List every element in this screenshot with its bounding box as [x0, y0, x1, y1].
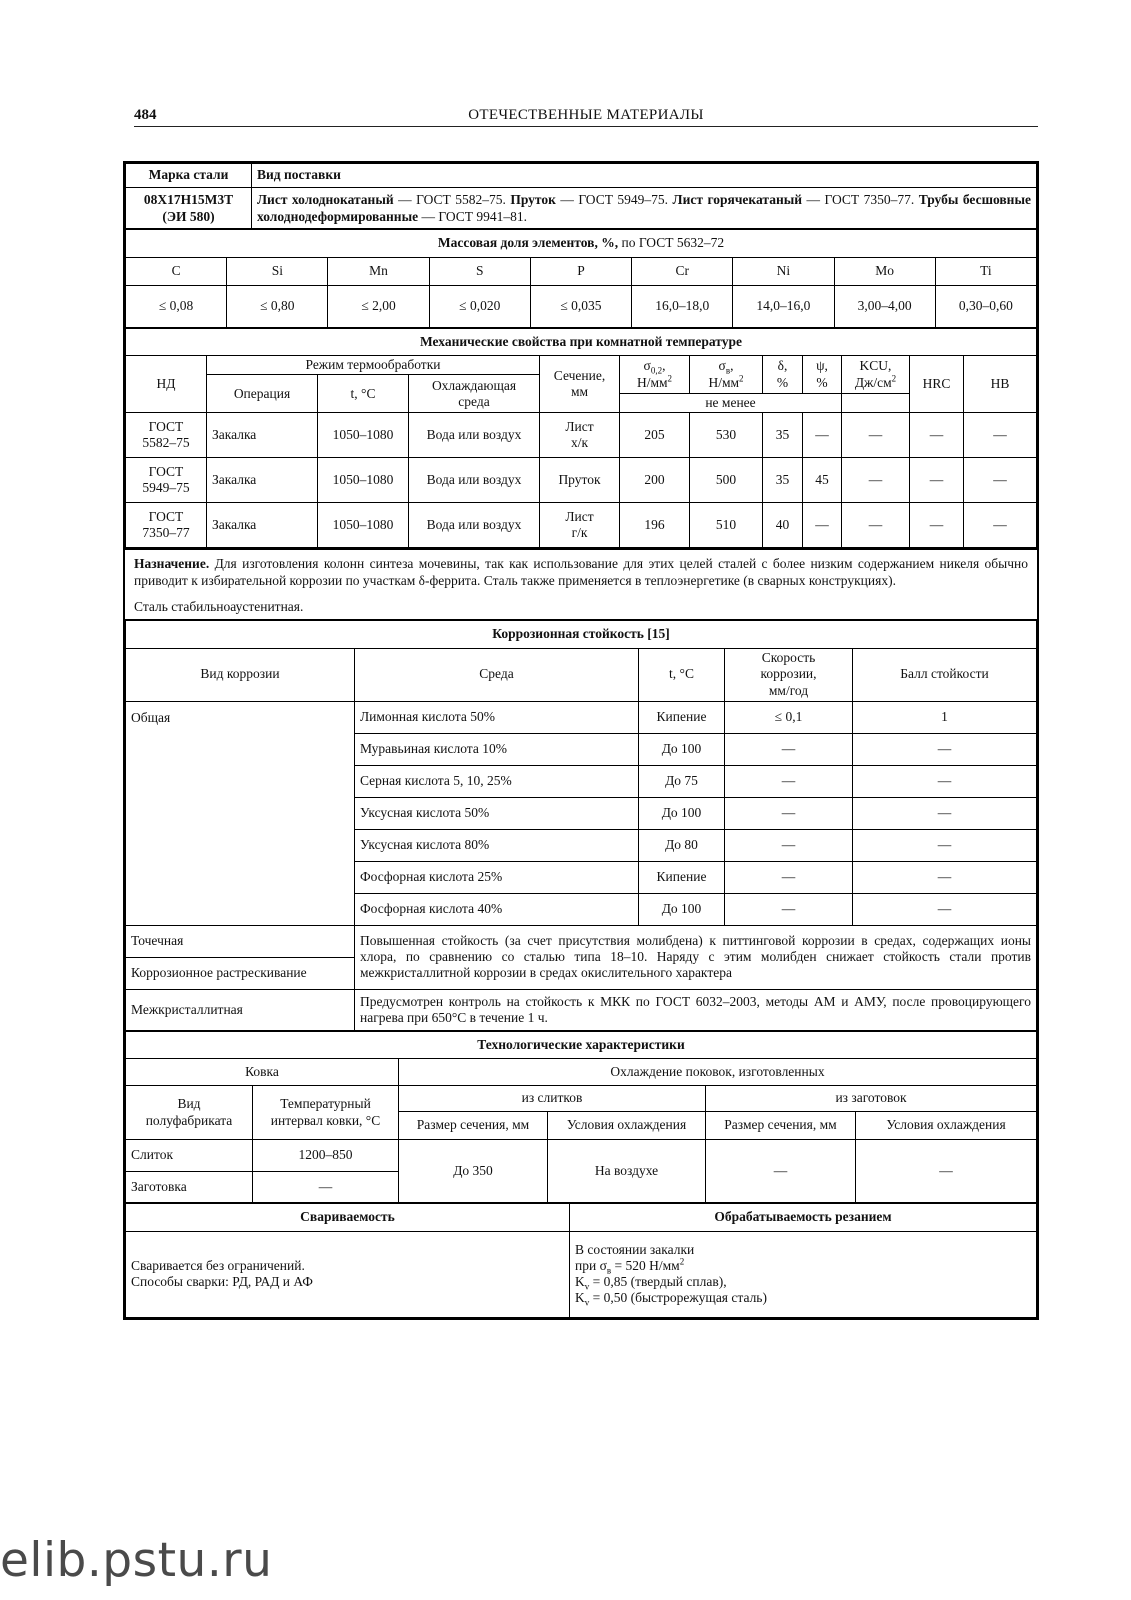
- col-environment: Среда: [355, 648, 639, 701]
- cooling-header: Охлаждение поковок, изготовленных: [399, 1059, 1037, 1086]
- col-temp: t, °С: [318, 375, 409, 413]
- col-section: Сечение, мм: [540, 356, 620, 413]
- ingot-cooling-value: На воздухе: [548, 1140, 706, 1204]
- ingot-size-value: До 350: [399, 1140, 548, 1204]
- watermark: elib.pstu.ru: [0, 1533, 273, 1588]
- col-sb: $\sigma_в$, $Н/мм^2$: [690, 356, 763, 394]
- purpose-note: Сталь стабильноаустенитная.: [134, 599, 304, 615]
- col-hrc: HRC: [910, 356, 964, 413]
- purpose-block: [125, 548, 1037, 621]
- table-row: Заготовка —: [126, 1172, 1037, 1204]
- col-score: Балл стойкости: [853, 648, 1037, 701]
- intergranular-description: Предусмотрен контроль на стойкость к МКК по ГОСТ 6032–2003, методы АМ и АМУ, после провоцирующего нагрева при 650°С в течение 1 ч.: [355, 989, 1037, 1031]
- purpose-text: Назначение. Для изготовления колонн синтеза мочевины, так как использование для этих целей сталей с более низким содержанием никеля обычно приводит к избирательной коррозии по участкам δ-феррита. Сталь также применяется в теплоэнергетике (в сварных конструкциях).: [134, 556, 1028, 589]
- table-row: Общая Лимонная кислота 50% Кипение ≤ 0,1 1: [126, 701, 1037, 733]
- composition-title: Массовая доля элементов, %, по ГОСТ 5632–72: [126, 229, 1037, 257]
- table-row: ГОСТ 5949–75 Закалка 1050–1080 Вода или воздух Пруток 200 500 35 45 — — —: [126, 458, 1037, 503]
- composition-table: [125, 228, 1037, 329]
- table-row: Уксусная кислота 80% До 80 — —: [126, 829, 1037, 861]
- running-header: [134, 107, 1038, 127]
- col-billet-size: Размер сечения, мм: [706, 1112, 856, 1140]
- from-billets: из заготовок: [706, 1086, 1037, 1112]
- table-row: Муравьиная кислота 10% До 100 — —: [126, 733, 1037, 765]
- col-cooling: Охлаждающая среда: [409, 375, 540, 413]
- supply-text: Лист холоднокатаный — ГОСТ 5582–75. Пруток — ГОСТ 5949–75. Лист горячекатаный — ГОСТ 7350–77. Трубы бесшовные холоднодеформированные — ГОСТ 9941–81.: [252, 188, 1037, 230]
- corrosion-general: Общая: [126, 701, 355, 925]
- composition-elements: C Si Mn S P Cr Ni Mo Ti: [126, 257, 1037, 285]
- forging-header: Ковка: [126, 1059, 399, 1086]
- col-mode: Режим термообработки: [207, 356, 540, 375]
- mechanical-table: [125, 327, 1037, 549]
- machinability-title: Обрабатываемость резанием: [570, 1203, 1037, 1231]
- grade-table: [125, 163, 1037, 230]
- table-row: Фосфорная кислота 25% Кипение — —: [126, 861, 1037, 893]
- corrosion-pitting: Точечная: [126, 925, 355, 957]
- col-semiproduct: Вид полуфабриката: [126, 1086, 253, 1140]
- table-row: Фосфорная кислота 40% До 100 — —: [126, 893, 1037, 925]
- col-temperature: t, °С: [639, 648, 725, 701]
- table-row: Серная кислота 5, 10, 25% До 75 — —: [126, 765, 1037, 797]
- supply-header: Вид поставки: [252, 164, 1037, 188]
- billet-cooling-value: —: [856, 1140, 1037, 1204]
- col-kcu: KCU, $Дж/см^2$: [842, 356, 910, 394]
- page-number: 484: [134, 107, 157, 123]
- weldability-title: Свариваемость: [126, 1203, 570, 1231]
- col-ingot-size: Размер сечения, мм: [399, 1112, 548, 1140]
- pitting-description: Повышенная стойкость (за счет присутствия молибдена) к питтинговой коррозии в средах, содержащих ионы хлора, по сравнению со сталью типа 18–10. Наряду с этим молибден снижает стойкость стали против межкристаллитной коррозии в средах окислительного характера: [355, 925, 1037, 989]
- tech-table: [125, 1030, 1037, 1205]
- table-row: ГОСТ 5582–75 Закалка 1050–1080 Вода или воздух Лист х/к 205 530 35 — — — —: [126, 413, 1037, 458]
- billet-size-value: —: [706, 1140, 856, 1204]
- grade-header: Марка стали: [126, 164, 252, 188]
- col-nd: НД: [126, 356, 207, 413]
- col-corrosion-type: Вид коррозии: [126, 648, 355, 701]
- corrosion-table: [125, 619, 1037, 1032]
- col-forging-interval: Температурный интервал ковки, °С: [253, 1086, 399, 1140]
- col-ingot-cooling: Условия охлаждения: [548, 1112, 706, 1140]
- machinability-text: В состоянии закалки при $\sigma_в = 520$ $Н/мм^2$ $K_v = 0,85$ (твердый сплав), $K_v = 0,50$ (быстрорежущая сталь): [570, 1231, 1037, 1317]
- table-row: ГОСТ 7350–77 Закалка 1050–1080 Вода или воздух Лист г/к 196 510 40 — — — —: [126, 503, 1037, 548]
- corrosion-title: Коррозионная стойкость [15]: [126, 620, 1037, 648]
- not-less-than: не менее: [620, 394, 842, 413]
- composition-values: ≤ 0,08 ≤ 0,80 ≤ 2,00 ≤ 0,020 ≤ 0,035 16,0–18,0 14,0–16,0 3,00–4,00 0,30–0,60: [126, 285, 1037, 328]
- weldability-text: Сваривается без ограничений. Способы сварки: РД, РАД и АФ: [126, 1231, 570, 1317]
- datasheet: [123, 161, 1039, 1320]
- tech-title: Технологические характеристики: [126, 1031, 1037, 1059]
- col-hb: HB: [964, 356, 1037, 413]
- running-title: ОТЕЧЕСТВЕННЫЕ МАТЕРИАЛЫ: [468, 107, 704, 123]
- table-row: Уксусная кислота 50% До 100 — —: [126, 797, 1037, 829]
- grade-name: 08Х17Н15М3Т (ЭИ 580): [126, 188, 252, 230]
- table-row: Слиток 1200–850 До 350 На воздухе — —: [126, 1140, 1037, 1172]
- mechanical-title: Механические свойства при комнатной температуре: [126, 328, 1037, 356]
- corrosion-scc: Коррозионное растрескивание: [126, 957, 355, 989]
- col-delta: δ, %: [763, 356, 803, 394]
- col-rate: Скорость коррозии, мм/год: [725, 648, 853, 701]
- corrosion-intergranular: Межкристаллитная: [126, 989, 355, 1031]
- col-psi: ψ, %: [803, 356, 842, 394]
- col-s02: $\sigma_{0,2}$, $Н/мм^2$: [620, 356, 690, 394]
- col-billet-cooling: Условия охлаждения: [856, 1112, 1037, 1140]
- col-operation: Операция: [207, 375, 318, 413]
- from-ingots: из слитков: [399, 1086, 706, 1112]
- weld-machining-table: [125, 1202, 1037, 1318]
